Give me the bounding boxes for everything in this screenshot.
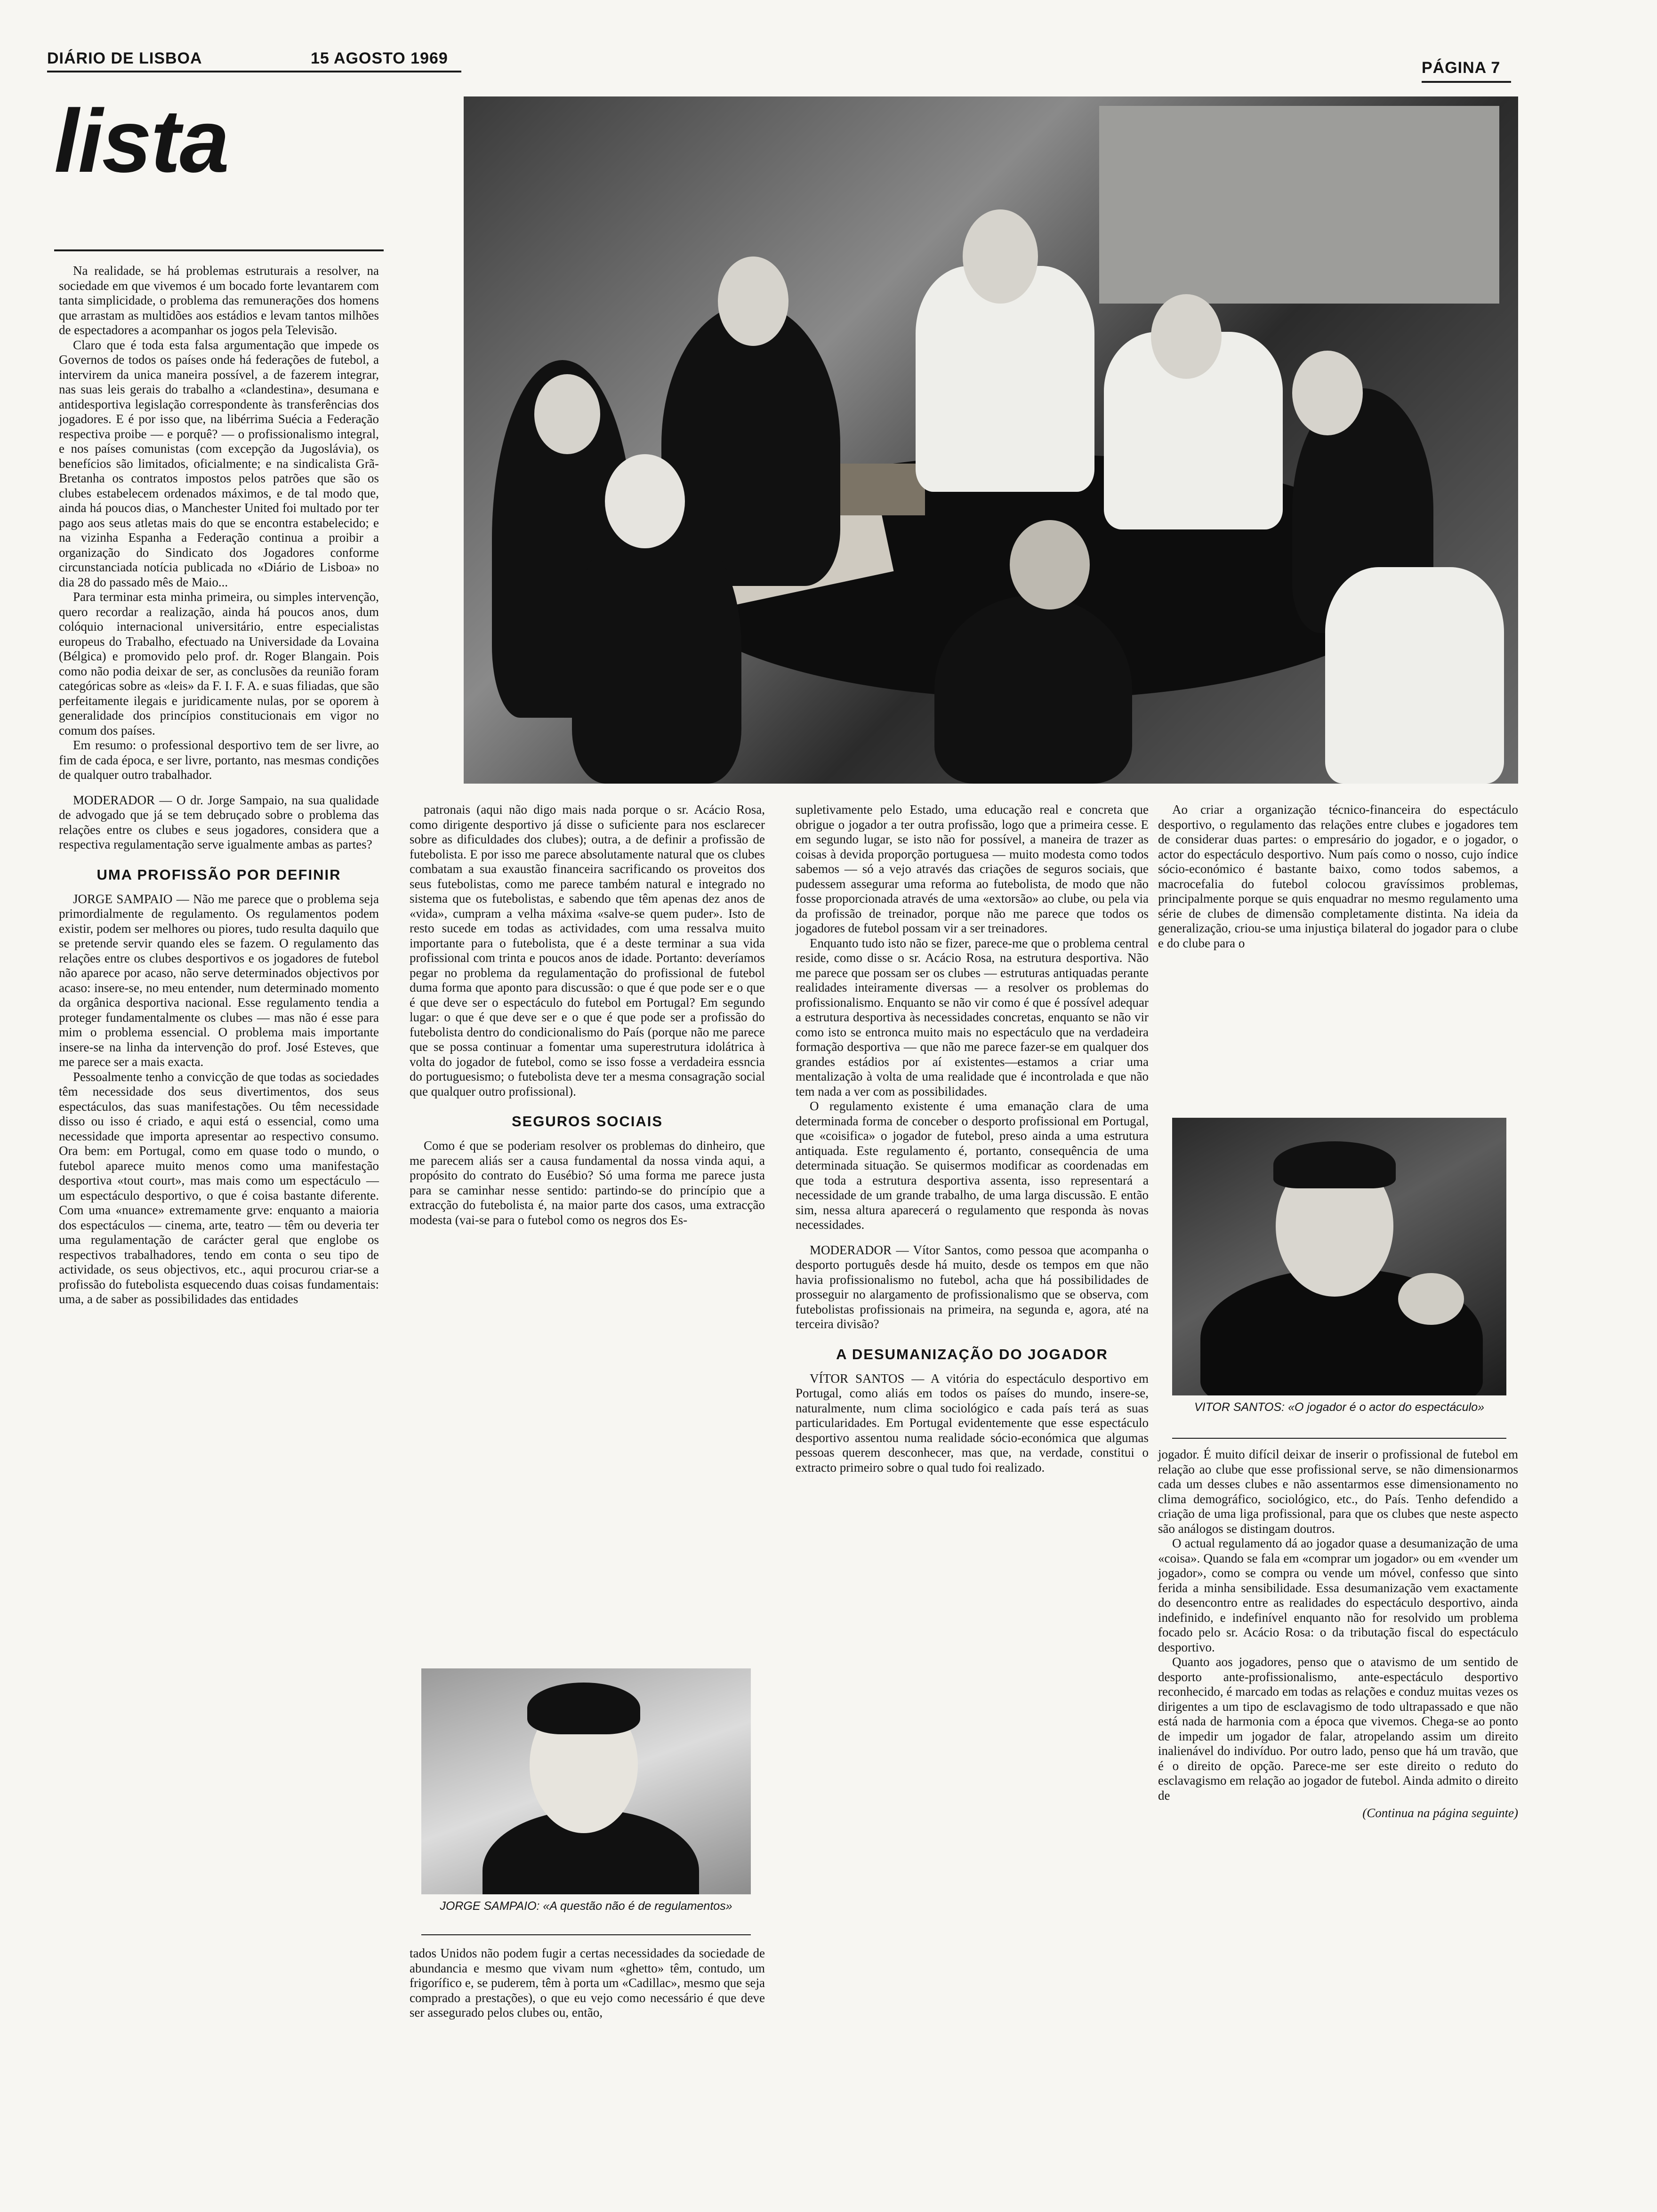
article-column-2 [410,802,765,1227]
photo-caption: JORGE SAMPAIO: «A questão não é de regulamentos» [440,1899,732,1913]
photo-face-1 [534,374,600,454]
paragraph: JORGE SAMPAIO — Não me parece que o problema seja primordialmente de regulamento. Os regulamentos podem existir, podem ser melhores ou piores, tudo resulta daquilo que se pretende servir quando eles se fazem. O regulamento das relações entre os clubes desportivos e os jogadores de futebol não aparece por acaso, não serve determinados objectivos por acaso: insere-se, no meu entender, num determinado momento da orgânica desportiva nacional. Esse regulamento tendia a proteger fundamentalmente os clubes — mas não é esse para mim o problema essencial. O problema mais importante insere-se na linha da intervenção do prof. José Esteves, que me parece ser a mais exacta. [59,891,379,1069]
paragraph: Pessoalmente tenho a convicção de que todas as sociedades têm necessidade dos seus divertimentos, dos seus espectáculos, das suas manifestações. Ou têm necessidade disso ou isso é criado, e aqui está o essencial, como uma necessidade que importa apresentar ao respectivo consumo. Ora bem: em Portugal, como em quase todo o mundo, o futebol aparece muito menos como uma manifestação desportiva «tout court», mas mais como um espectáculo — um espectáculo desportivo, o que é coisa bastante diferente. Com uma «nuance» extremamente grve: enquanto a maioria dos espectáculos — cinema, arte, teatro — têm ou deveria ter uma regulamentação de carácter geral que englobe os respectivos trabalhadores, tendo em conta o seu tipo de actividade, os seus objectivos, etc., aqui procurou criar-se a profissão do futebolista esquecendo duas coisas fundamentais: uma, a de saber as possibilidades das entidades [59,1069,379,1306]
article-column-4 [1158,802,1518,951]
paragraph: tados Unidos não podem fugir a certas necessidades da sociedade de abundancia e mesmo que vivam num «ghetto» têm, contudo, um frigorífico e, se puderem, têm à porta um «Cadillac», mesmo que seja comprado a prestações), o que eu vejo como necessário é que deve ser assegurado pelos clubes ou, então, [410,1946,765,2020]
portrait-photo-sampaio [421,1668,751,1894]
portrait-hair [527,1683,640,1734]
paragraph: O actual regulamento dá ao jogador quase a desumanização de uma «coisa». Quando se fala em «comprar um jogador» ou em «vender um jogador», como se compra ou vende um móvel, confesso que sinto ferida a minha sensibilidade. Essa desumanização vem exactamente do desencontro entre as realidades do espectáculo desportivo, ainda indefinido, e indefinível enquanto não for resolvido um problema focado pelo sr. Acácio Rosa: o da tributação fiscal do espectáculo desportivo. [1158,1536,1518,1654]
photo-wall-panel [1099,106,1499,304]
paragraph: Em resumo: o professional desportivo tem de ser livre, ao fim de cada época, e ser livre, portanto, nas mesmas condições de qualquer outro trabalhador. [59,738,379,782]
paragraph: Na realidade, se há problemas estruturais a resolver, na sociedade em que vivemos é um bocado forte levantarem com tanta simplicidade, o problema das remunerações dos homens que arrastam as multidões aos estádios e levam tantos milhões de espectadores a acompanhar os jogos pela Televisão. [59,264,379,337]
subhead: A DESUMANIZAÇÃO DO JOGADOR [836,1346,1108,1362]
photo-person-3 [572,511,741,784]
paragraph: Como é que se poderiam resolver os problemas do dinheiro, que me parecem aliás ser a causa fundamental da nossa vinda aqui, a propósito do contrato do Eusébio? Só uma forma me parece justa para se caminhar nesse sentido: partindo-se do princípio que a extracção do futebolista é, na maior parte dos casos, uma extracção modesta (vai-se para o futebol como os negros dos Es- [410,1138,765,1227]
paragraph: MODERADOR — Vítor Santos, como pessoa que acompanha o desporto português desde há muito, desde os tempos em que não havia profissionalismo no futebol, acha que há possibilidades de prosseguir no alargamento de profissionalismo que se observa, com futebolistas profissionais na primeira, na segunda e, agora, até na terceira divisão? [796,1242,1149,1331]
article-column-4-cont [1158,1447,1518,1821]
newspaper-name: DIÁRIO DE LISBOA [47,49,202,67]
paragraph: Claro que é toda esta falsa argumentação que impede os Governos de todos os países onde há federações de futebol, a intervirem da unica maneira possível, a de fazerem integrar, nas suas leis gerais do trabalho a «clandestina», desumana e antidesportiva legislação correspondente às transferências dos jogadores. E é por isso que, na libérrima Suécia a Federação respectiva proibe — e porquê? — o profissionalismo integral, e nos países comunistas (com excepção da Jugoslávia), os benefícios são limitados, oficialmente; e na sindicalista Grã-Bretanha os contratos impostos pelos patrões que são os clubes estabelecem ordenados máximos, e de tal modo que, ainda há poucos dias, o Manchester United foi multado por ter pago aos seus atletas mais do que se encontra estabelecido; e na vizinha Espanha a Federação continua a proibir a organização do Sindicato dos Jogadores conforme circunstanciada notícia publicada no «Diário de Lisboa» no dia 28 do passado mês de Maio... [59,337,379,589]
masthead-rule [47,71,461,72]
caption-rule [421,1934,751,1935]
subhead: UMA PROFISSÃO POR DEFINIR [97,866,341,883]
article-column-2-cont [410,1946,765,2020]
masthead-rule-right [1422,81,1511,83]
photo-face-5 [1151,294,1222,379]
photo-face-6 [1292,351,1363,435]
photo-face-4 [963,209,1038,304]
paragraph: Ao criar a organização técnico-financeira do espectáculo desportivo, o regulamento das relações entre clubes e jogadores tem de considerar duas partes: o empresário do jogador, e o jogador, o actor do espectáculo desportivo. Num país como o nosso, cujo índice sócio-económico é bastante baixo, como todos sabemos, a macrocefalia do futebol colocou gravíssimos problemas, principalmente porque se quis enquadrar no mesmo regulamento uma série de clubes de dimensão completamente distinta. Na ideia da generalização, criou-se uma injustiça bilateral do jogador para o clube e do clube para o [1158,802,1518,950]
portrait-hair [1273,1141,1396,1188]
issue-date: 15 AGOSTO 1969 [311,49,448,67]
photo-face-2 [718,256,788,346]
subhead: SEGUROS SOCIAIS [511,1113,663,1130]
paragraph: O regulamento existente é uma emanação clara de uma determinada forma de conceber o desporto profissional em Portugal, que «coisifica» o jogador de futebol, preso ainda a uma estrutura antiquada. Este regulamento é, portanto, consequência de uma determinada situação. Se quisermos modificar as coordenadas em que toda a estrutura desportiva assenta, isso representará a necessidade de um grande trabalho, de uma larga discussão. E então sim, nessa altura aparecerá o regulamento que responda às novas necessidades. [796,1099,1149,1232]
headline-fragment: lista [54,91,229,191]
article-column-1 [59,264,379,1307]
portrait-photo-santos [1172,1118,1506,1395]
portrait-hand [1398,1273,1464,1325]
photo-caption: VITOR SANTOS: «O jogador é o actor do espectáculo» [1194,1401,1485,1414]
paragraph: patronais (aqui não digo mais nada porque o sr. Acácio Rosa, como dirigente desportivo já disse o suficiente para nos esclarecer sobre as dificuldades dos clubes); outra, a de definir a profissão de futebolista. E por isso me parece absolutamente natural que os clubes combatam a sua exaustão financeira sacrificando os proveitos dos seus futebolistas, como me parece também natural e integrado no sistema que os futebolistas, e sabendo que têm apenas dez anos de «vida», cumpram a velha máxima «salve-se quem puder». Isto de resto sucede em todas as actividades, com uma ressalva muito importante para o futebolista, que é a deste terminar a sua vida profissional com trinta e poucos anos de idade. Portanto: deveríamos pegar no problema da regulamentação do profissional de futebol duma forma que aponto para discussão: o que é que pode ser e o que é que deve ser o espectáculo do futebol em Portugal? Em segundo lugar: o que é que deve ser e o que é que pode ser a profissão do futebolista dentro do condicionalismo do País (porque não me parece que se possa continuar a fomentar uma superestrutura idolátrica à volta do jogador de futebol, como se isso fosse a verdadeira essncia do portuguesismo; o futebolista deve ter a mesma consagração social que qualquer outro profissional). [410,802,765,1098]
paragraph: jogador. É muito difícil deixar de inserir o profissional de futebol em relação ao clube que esse profissional serve, se não dimensionarmos cada um desses clubes e não assentarmos esse dimensionamento no clima demográfico, sociológico, etc., do País. Tenho defendido a criação de uma liga profissional, para que os clubes que neste aspecto são análogos se distingam doutros. [1158,1447,1518,1536]
photo-person-7 [1325,567,1504,784]
group-photo [464,96,1518,784]
headline-rule [54,249,384,251]
caption-rule [1172,1438,1506,1439]
paragraph: MODERADOR — O dr. Jorge Sampaio, na sua qualidade de advogado que já se tem debruçado sobre o problema das relações entre os clubes e seus jogadores, considera que a respectiva regulamentação serve igualmente ambas as partes? [59,793,379,851]
paragraph: Para terminar esta minha primeira, ou simples intervenção, quero recordar a realização, ainda há poucos anos, dum colóquio internacional universitário, entre especialistas europeus do Trabalho, efectuado na Universidade da Lovaina (Bélgica) e promovido pelo prof. dr. Roger Blangain. Pois como não podia deixar de ser, as conclusões da reunião foram categóricas sobre as «leis» da F. I. F. A. e suas filiadas, que são perfeitamente ilegais e juridicamente nulas, por se oporem à generalidade dos princípios constitucionais em vigor no comum dos países. [59,590,379,737]
continued-note: (Continua na página seguinte) [1362,1806,1518,1820]
photo-face-3 [605,454,685,548]
paragraph: VÍTOR SANTOS — A vitória do espectáculo desportivo em Portugal, como aliás em todos os países do mundo, insere-se, naturalmente, num clima sociológico e cada país terá as suas particularidades. Em Portugal evidentemente que esse espectáculo desportivo assentou numa realidade sócio-económica que algumas pessoas querem desconhecer, mas que, na verdade, constitui o extracto primeiro sobre o qual tudo foi realizado. [796,1371,1149,1475]
photo-person-8 [934,595,1132,784]
paragraph: supletivamente pelo Estado, uma educação real e concreta que obrigue o jogador a ter outra profissão, logo que a primeira cesse. E em segundo lugar, se isto não for possível, a maneira de trazer as coisas à devida proporção portuguesa — muito modesta como todos sabemos — só a vejo através das criações de seguros sociais, que pudessem assegurar uma reforma ao futebolista, de modo que não fosse proporcionada através de uma «extorsão» ao clube, ou pela via da profissão de treinador, porque não me parece que todos os jogadores de futebol possam vir a ser treinadores. [796,802,1149,935]
paragraph: Enquanto tudo isto não se fizer, parece-me que o problema central reside, como disse o sr. Acácio Rosa, na estrutura desportiva. Não me parece que possam ser os clubes — estruturas antiquadas perante realidades inteiramente diversas — a resolver os problemas do profissionalismo. Enquanto se não vir como é que é possível adequar a estrutura desportiva às necessidades concretas, enquanto se não vir como isto se entronca muito mais no espectáculo que na verdadeira formação desportiva — que não me parece fazer-se em qualquer dos grandes estádios por aí existentes—estamos a criar uma mentalização à volta de uma realidade que é incontrolada e que não tem nada a ver com as possibilidades. [796,936,1149,1098]
photo-face-8 [1010,520,1090,609]
paragraph: Quanto aos jogadores, penso que o atavismo de um sentido de desporto ante-profissionalismo, ante-espectáculo desportivo reconhecido, é marcado em todas as relações e conduz muitas vezes os dirigentes a um tipo de esclavagismo de todo ultrapassado e que não está nada de harmonia com a época que vivemos. Chega-se ao ponto de impedir um jogador de falar, atropelando assim um direito inalienável do indivíduo. Por outro lado, penso que há um travão, que é o direito de opção. Parece-me ser este direito o reduto do esclavagismo em relação ao jogador de futebol. Ainda admito o direito de [1158,1655,1518,1803]
page-number: PÁGINA 7 [1422,59,1501,77]
article-column-3 [796,802,1149,1475]
